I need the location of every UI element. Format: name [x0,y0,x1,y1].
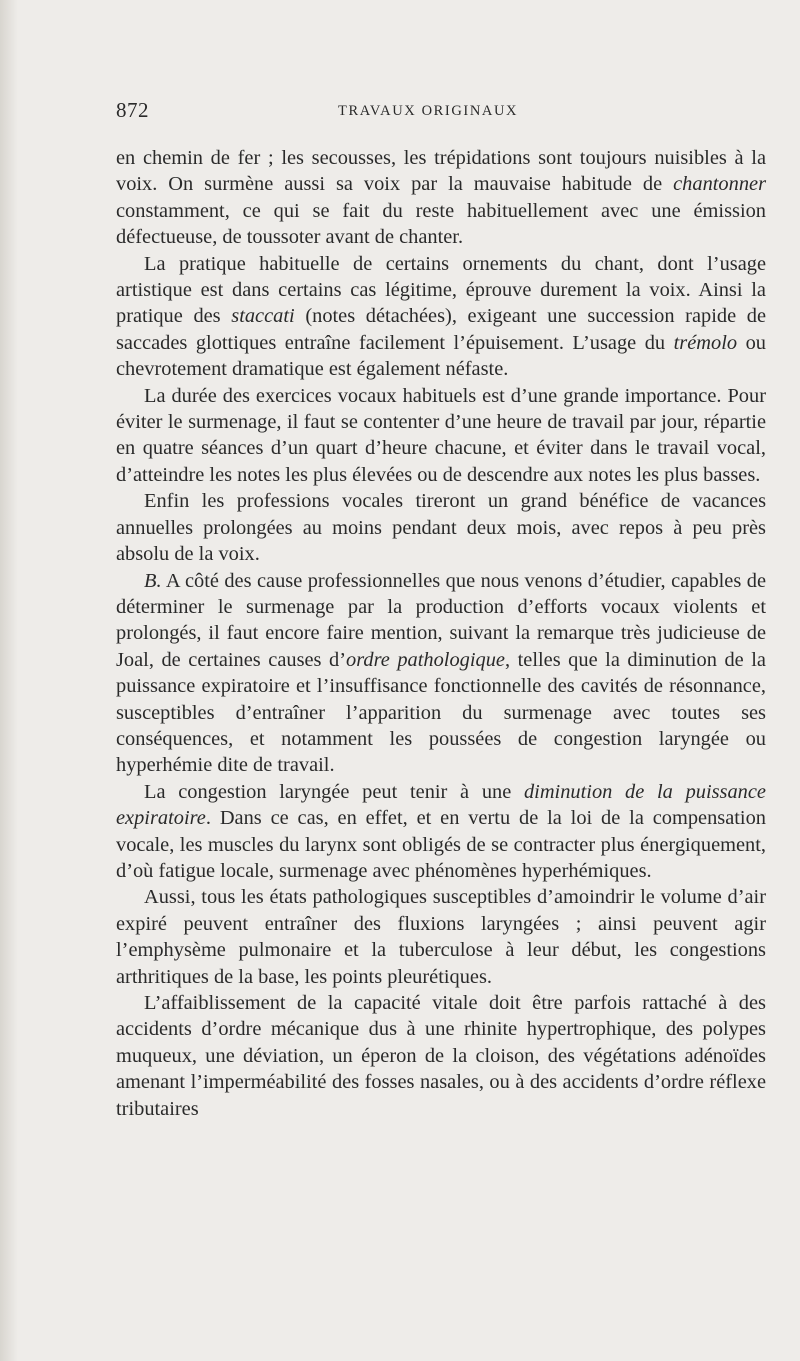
page-header [116,98,764,128]
paragraph-8: L’affaiblissement de la capacité vitale doit être parfois rattaché à des accidents d’ordre mécanique dus à une rhinite hypertrophique, des polypes muqueux, une déviation, un éperon de la cloison, des végétations adénoïdes amenant l’imperméabilité des fosses nasales, ou à des accidents d’ordre réflexe tributaires [116,992,766,1120]
paragraph-4: Enfin les professions vocales tireront un grand bénéfice de vacances annuelles prolongées au moins pendant deux mois, avec repos à peu près absolu de la voix. [116,490,766,566]
running-head: TRAVAUX ORIGINAUX [338,103,519,119]
body-text [116,145,766,1122]
paragraph-3: La durée des exercices vocaux habituels est d’une grande importance. Pour éviter le surmenage, il faut se contenter d’une heure de travail par jour, répartie en quatre séances d’un quart d’heure chacune, et éviter dans le travail vocal, d’atteindre les notes les plus élevées ou de descendre aux notes les plus basses. [116,384,766,486]
paragraph-1: en chemin de fer ; les secousses, les trépidations sont toujours nuisibles à la voix. On surmène aussi sa voix par la mauvaise habitude de chantonner constamment, ce qui se fait du reste habituellement avec une émission défectueuse, de toussoter avant de chanter. [116,147,766,249]
paragraph-2: La pratique habituelle de certains ornements du chant, dont l’usage artistique est dans certains cas légitime, éprouve durement la voix. Ainsi la pratique des staccati (notes détachées), exigeant une succession rapide de saccades glottiques entraîne facilement l’épuisement. L’usage du trémolo ou chevrotement dramatique est également néfaste. [116,252,767,381]
paragraph-7: Aussi, tous les états pathologiques susceptibles d’amoindrir le volume d’air expiré peuvent entraîner des fluxions laryngées ; ainsi peuvent agir l’emphysème pulmonaire et la tuberculose à leur début, les congestions arthritiques de la base, les points pleurétiques. [116,886,766,988]
paragraph-6: La congestion laryngée peut tenir à une diminution de la puissance expiratoire. Dans ce cas, en effet, et en vertu de la loi de la compensation vocale, les muscles du larynx sont obligés de se contracter plus énergiquement, d’où fatigue locale, surmenage avec phénomènes hyperhémiques. [116,780,766,882]
paragraph-5: B. A côté des cause professionnelles que nous venons d’étudier, capables de déterminer le surmenage par la production d’efforts vocaux violents et prolongés, il faut encore faire mention, suivant la remarque très judicieuse de Joal, de certaines causes d’ordre pathologique, telles que la diminution de la puissance expiratoire et l’insuffisance fonctionnelle des cavités de résonnance, susceptibles d’entraîner l’apparition du surmenage avec toutes ses conséquences, et notamment les poussées de congestion laryngée ou hyperhémie dite de travail. [116,569,766,777]
page-number: 872 [116,98,149,122]
